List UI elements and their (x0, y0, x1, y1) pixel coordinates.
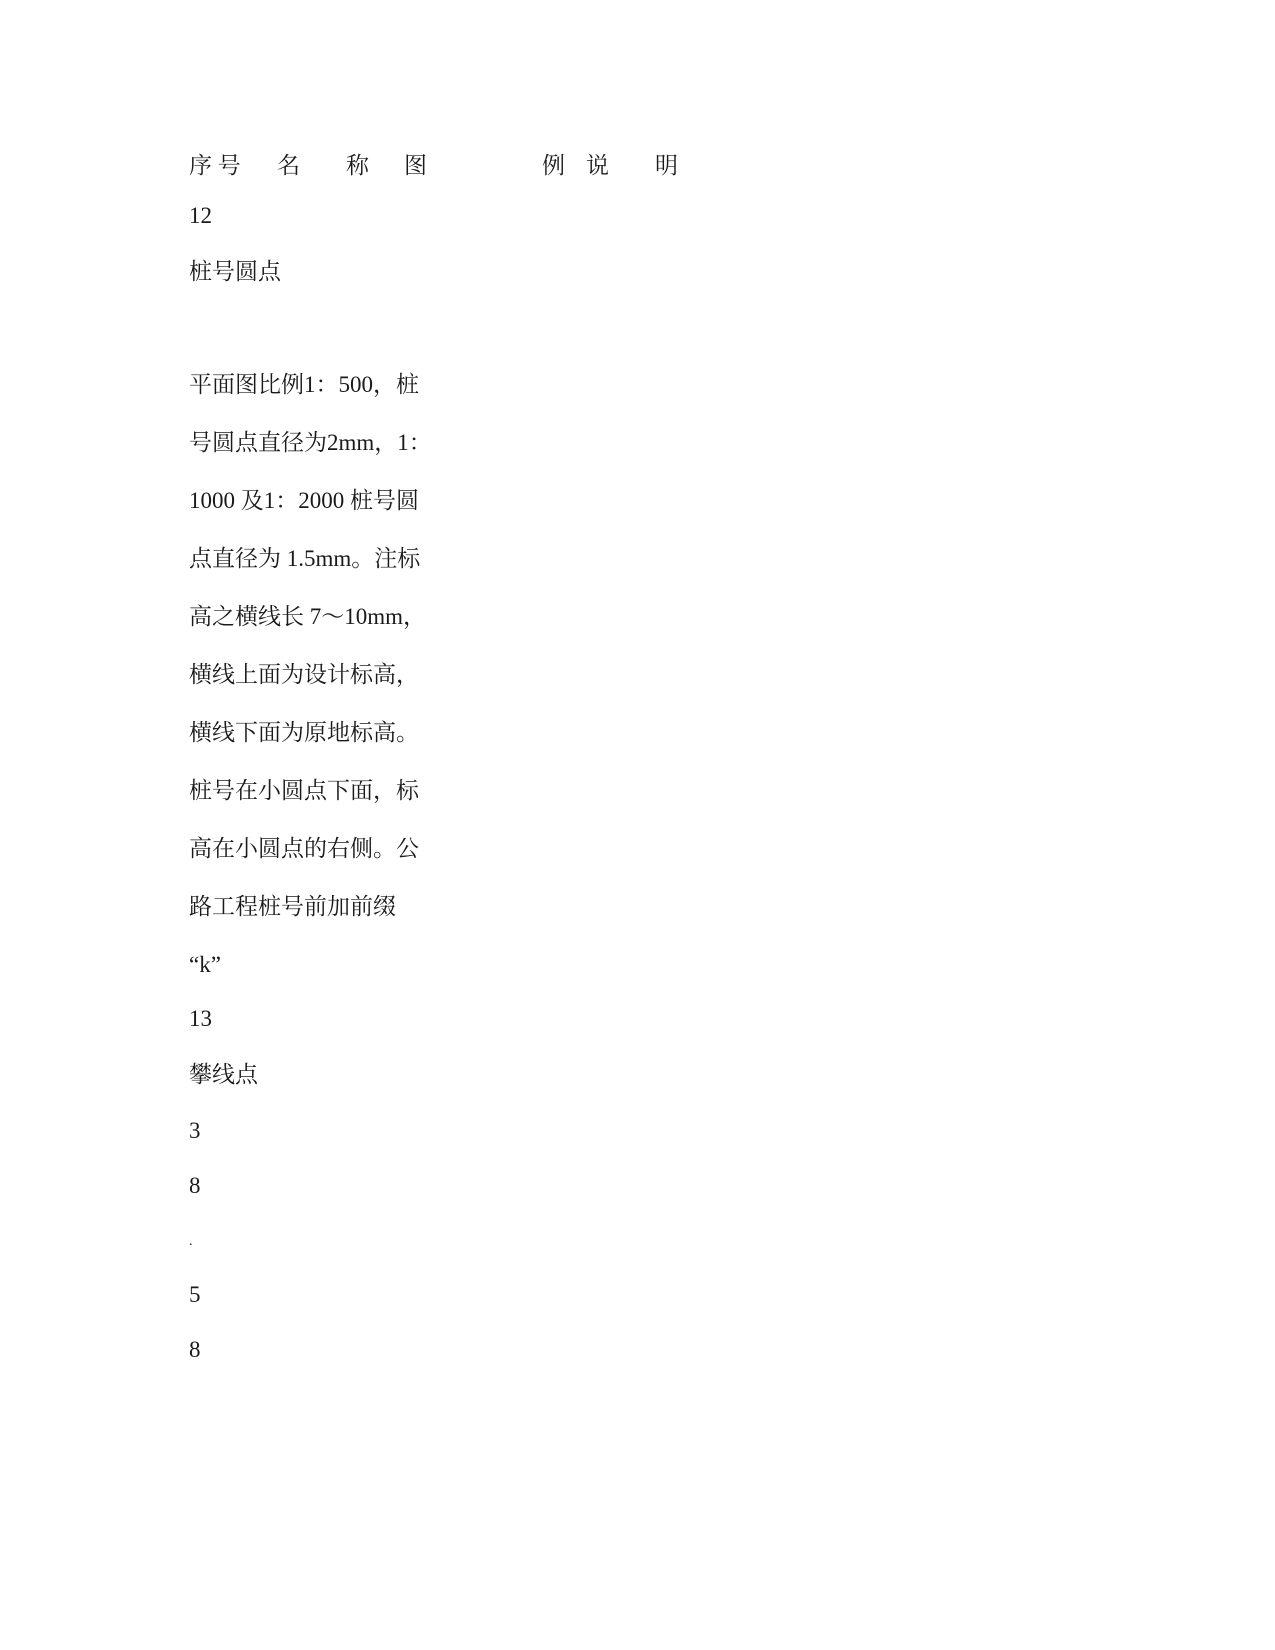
row12-desc-line: 号圆点直径为2mm，1： (189, 430, 432, 455)
row12-desc-line: 路工程桩号前加前缀 (189, 894, 396, 919)
row12-seq: 12 (189, 203, 212, 228)
row13-legend-char: . (189, 1234, 193, 1249)
header-legend: 图 例 (404, 153, 565, 178)
row12-name: 桩号圆点 (189, 259, 281, 284)
header-desc: 说 明 (586, 153, 678, 178)
row12-desc-line: 高之横线长 7～10mm， (189, 604, 427, 629)
row12-desc-line: 桩号在小圆点下面，标 (189, 778, 419, 803)
row12-desc-line: 1000 及1：2000 桩号圆 (189, 488, 419, 513)
row12-desc-line: 横线上面为设计标高， (189, 662, 419, 687)
row13-legend-char: 8 (189, 1173, 201, 1198)
row13-name: 攀线点 (189, 1062, 258, 1087)
row13-legend-char: 8 (189, 1337, 201, 1362)
row12-desc-line: 平面图比例1：500，桩 (189, 372, 419, 397)
header-name: 名 称 (277, 153, 369, 178)
row12-desc-line: 高在小圆点的右侧。公 (189, 836, 419, 861)
row12-desc-line: 点直径为 1.5mm。注标 (189, 546, 421, 571)
table-header (189, 150, 709, 182)
header-seq: 序 号 (189, 153, 241, 178)
row12-desc-line: 横线下面为原地标高。 (189, 720, 419, 745)
row13-legend-char: 3 (189, 1118, 201, 1143)
row13-seq: 13 (189, 1006, 212, 1031)
row12-desc-line: “k” (189, 952, 221, 977)
row13-legend-char: 5 (189, 1282, 201, 1307)
